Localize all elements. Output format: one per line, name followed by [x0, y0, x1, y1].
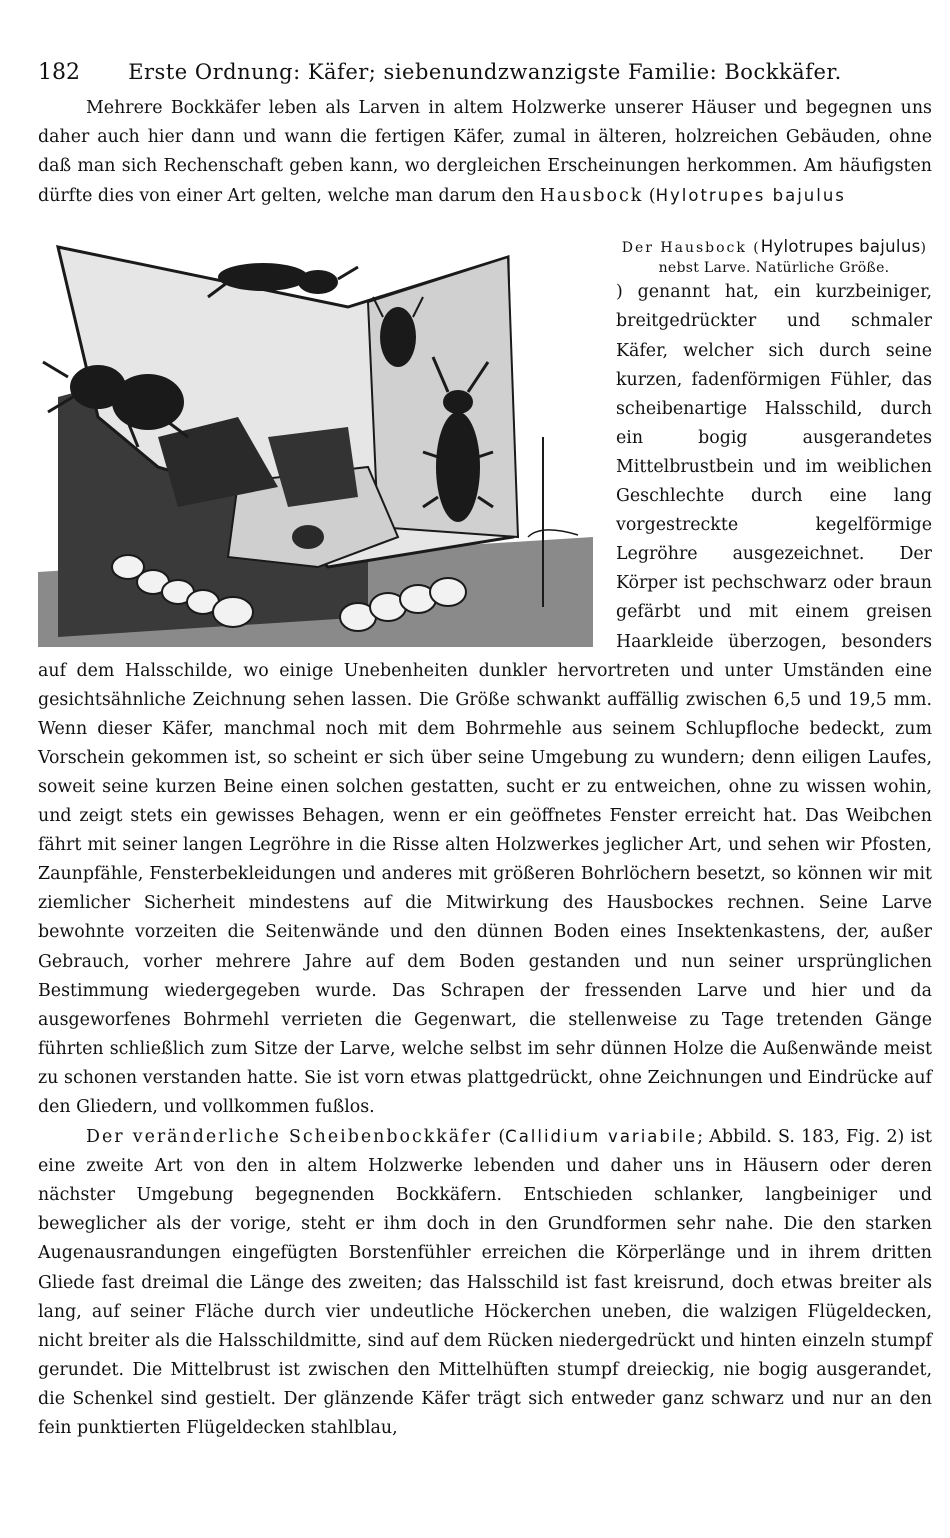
paragraph-hausbock	[38, 94, 932, 211]
page	[38, 60, 932, 1443]
para2-paren-open: (	[492, 1127, 506, 1148]
page-header	[38, 60, 932, 94]
para1-text-a: Mehrere Bockkäfer leben als Larven in altem Holzwerke unserer Häuser und begegnen uns daher auch hier dann und wann die fertigen Käfer, zumal in älteren, holzreichen Gebäuden, ohne daß man sich Rechenschaft geben kann, wo dergleichen Erscheinungen herkommen. Am häufigsten dürfte dies von einer Art gelten, welche man darum den	[38, 98, 932, 207]
latin-name-hylotrupes: Hylotrupes bajulus	[655, 186, 846, 206]
caption-suffix: ) nebst Larve. Natürliche Größe.	[658, 240, 927, 277]
para1-text-b: ) genannt hat, ein kurzbeiniger, breitgedrückter und schmaler Käfer, welcher sich durch seine kurzen, fadenförmigen Fühler, das scheibenartige Halsschild, durch ein bogig ausgerandetes Mittelbrustbein und im weiblichen Geschlechte durch eine lang vorgestreckte kegelförmige Legröhre ausgezeichnet. Der Körper ist pechschwarz oder braun gefärbt und mit einem greisen Haarkleide überzogen, besonders auf dem Halsschilde, wo einige Unebenheiten dunkler hervortreten und unter Umständen eine gesichtsähnliche Zeichnung sehen lassen. Die Größe schwankt auffällig zwischen 6,5 und 19,5 mm. Wenn dieser Käfer, manchmal noch mit dem Bohrmehle aus seinem Schlupfloche bedeckt, zum Vorschein gekommen ist, so scheint er sich über seine Umgebung zu wundern; denn eiligen Laufes, soweit seine kurzen Beine einen solchen gestatten, sucht er zu entweichen, ohne zu wissen wohin, und zeigt stets ein gewisses Behagen, wenn er ein geöffnetes Fenster erreicht hat. Das Weibchen fährt mit seiner langen Legröhre in die Risse alten Holzwerkes jeglicher Art, und sehen wir Pfosten, Zaunpfähle, Fensterbekleidungen und anderes mit größeren Bohrlöchern besetzt, so können wir mit ziemlicher Sicherheit mindestens auf die Mitwirkung des Hausbockes rechnen. Seine Larve bewohnte vorzeiten die Seitenwände und den dünnen Boden eines Insektenkastens, der, außer Gebrauch, vorher mehrere Jahre auf dem Boden gestanden und nun seiner ursprünglichen Bestimmung wiedergegeben wurde. Das Schrapen der fressenden Larve und hier und da ausgeworfenes Bohrmehl verrieten die Gegenwart, die stellenweise zu Tage tretenden Gänge führten schließlich zum Sitze der Larve, welche selbst im sehr dünnen Holze die Außenwände meist zu schonen verstanden hatte. Sie ist vorn etwas plattgedrückt, ohne Zeichnungen und Eindrücke auf den Gliedern, und vollkommen fußlos.	[38, 282, 932, 1117]
para1-paren-open: (	[643, 186, 656, 207]
running-title: Erste Ordnung: Käfer; siebenundzwanzigste Familie: Bockkäfer.	[128, 60, 842, 84]
caption-prefix: Der Hausbock (	[621, 240, 761, 257]
page-number: 182	[38, 60, 80, 85]
para2-text: ; Abbild. S. 183, Fig. 2) ist eine zweite Art von den in altem Holzwerke lebenden und daher uns in Häusern oder deren nächster Umgebung begegnenden Bockkäfern. Entschieden schlanker, langbeiniger und beweglicher als der vorige, steht er ihm doch in den Grundformen sehr nahe. Die den starken Augenausrandungen eingefügten Borstenfühler erreichen die Körperlänge und in ihrem dritten Gliede fast dreimal die Länge des zweiten; das Halsschild ist fast kreisrund, doch etwas breiter als lang, auf seiner Fläche durch vier undeutliche Höckerchen uneben, die walzigen Flügeldecken, nicht breiter als die Halsschildmitte, sind auf dem Rücken niedergedrückt und hinten einzeln stumpf gerundet. Die Mittelbrust ist zwischen den Mittelhüften stumpf dreieckig, nie bogig ausgerandet, die Schenkel sind gestielt. Der glänzende Käfer trägt sich entweder ganz schwarz und nur an den fein punktierten Flügeldecken stahlblau,	[38, 1127, 932, 1439]
caption-latin: Hylotrupes bajulus	[760, 237, 921, 257]
species-name-hausbock: Hausbock	[539, 186, 644, 207]
paragraph-scheibenbock	[38, 1122, 932, 1443]
bore-hole	[292, 525, 324, 549]
figure-hausbock	[38, 237, 602, 647]
latin-name-callidium: Callidium variabile	[505, 1127, 698, 1147]
engraving-hausbock-illustration	[38, 237, 593, 647]
body-text	[38, 94, 932, 1443]
species-name-scheibenbock: Der veränderliche Scheibenbockkäfer	[86, 1127, 493, 1148]
